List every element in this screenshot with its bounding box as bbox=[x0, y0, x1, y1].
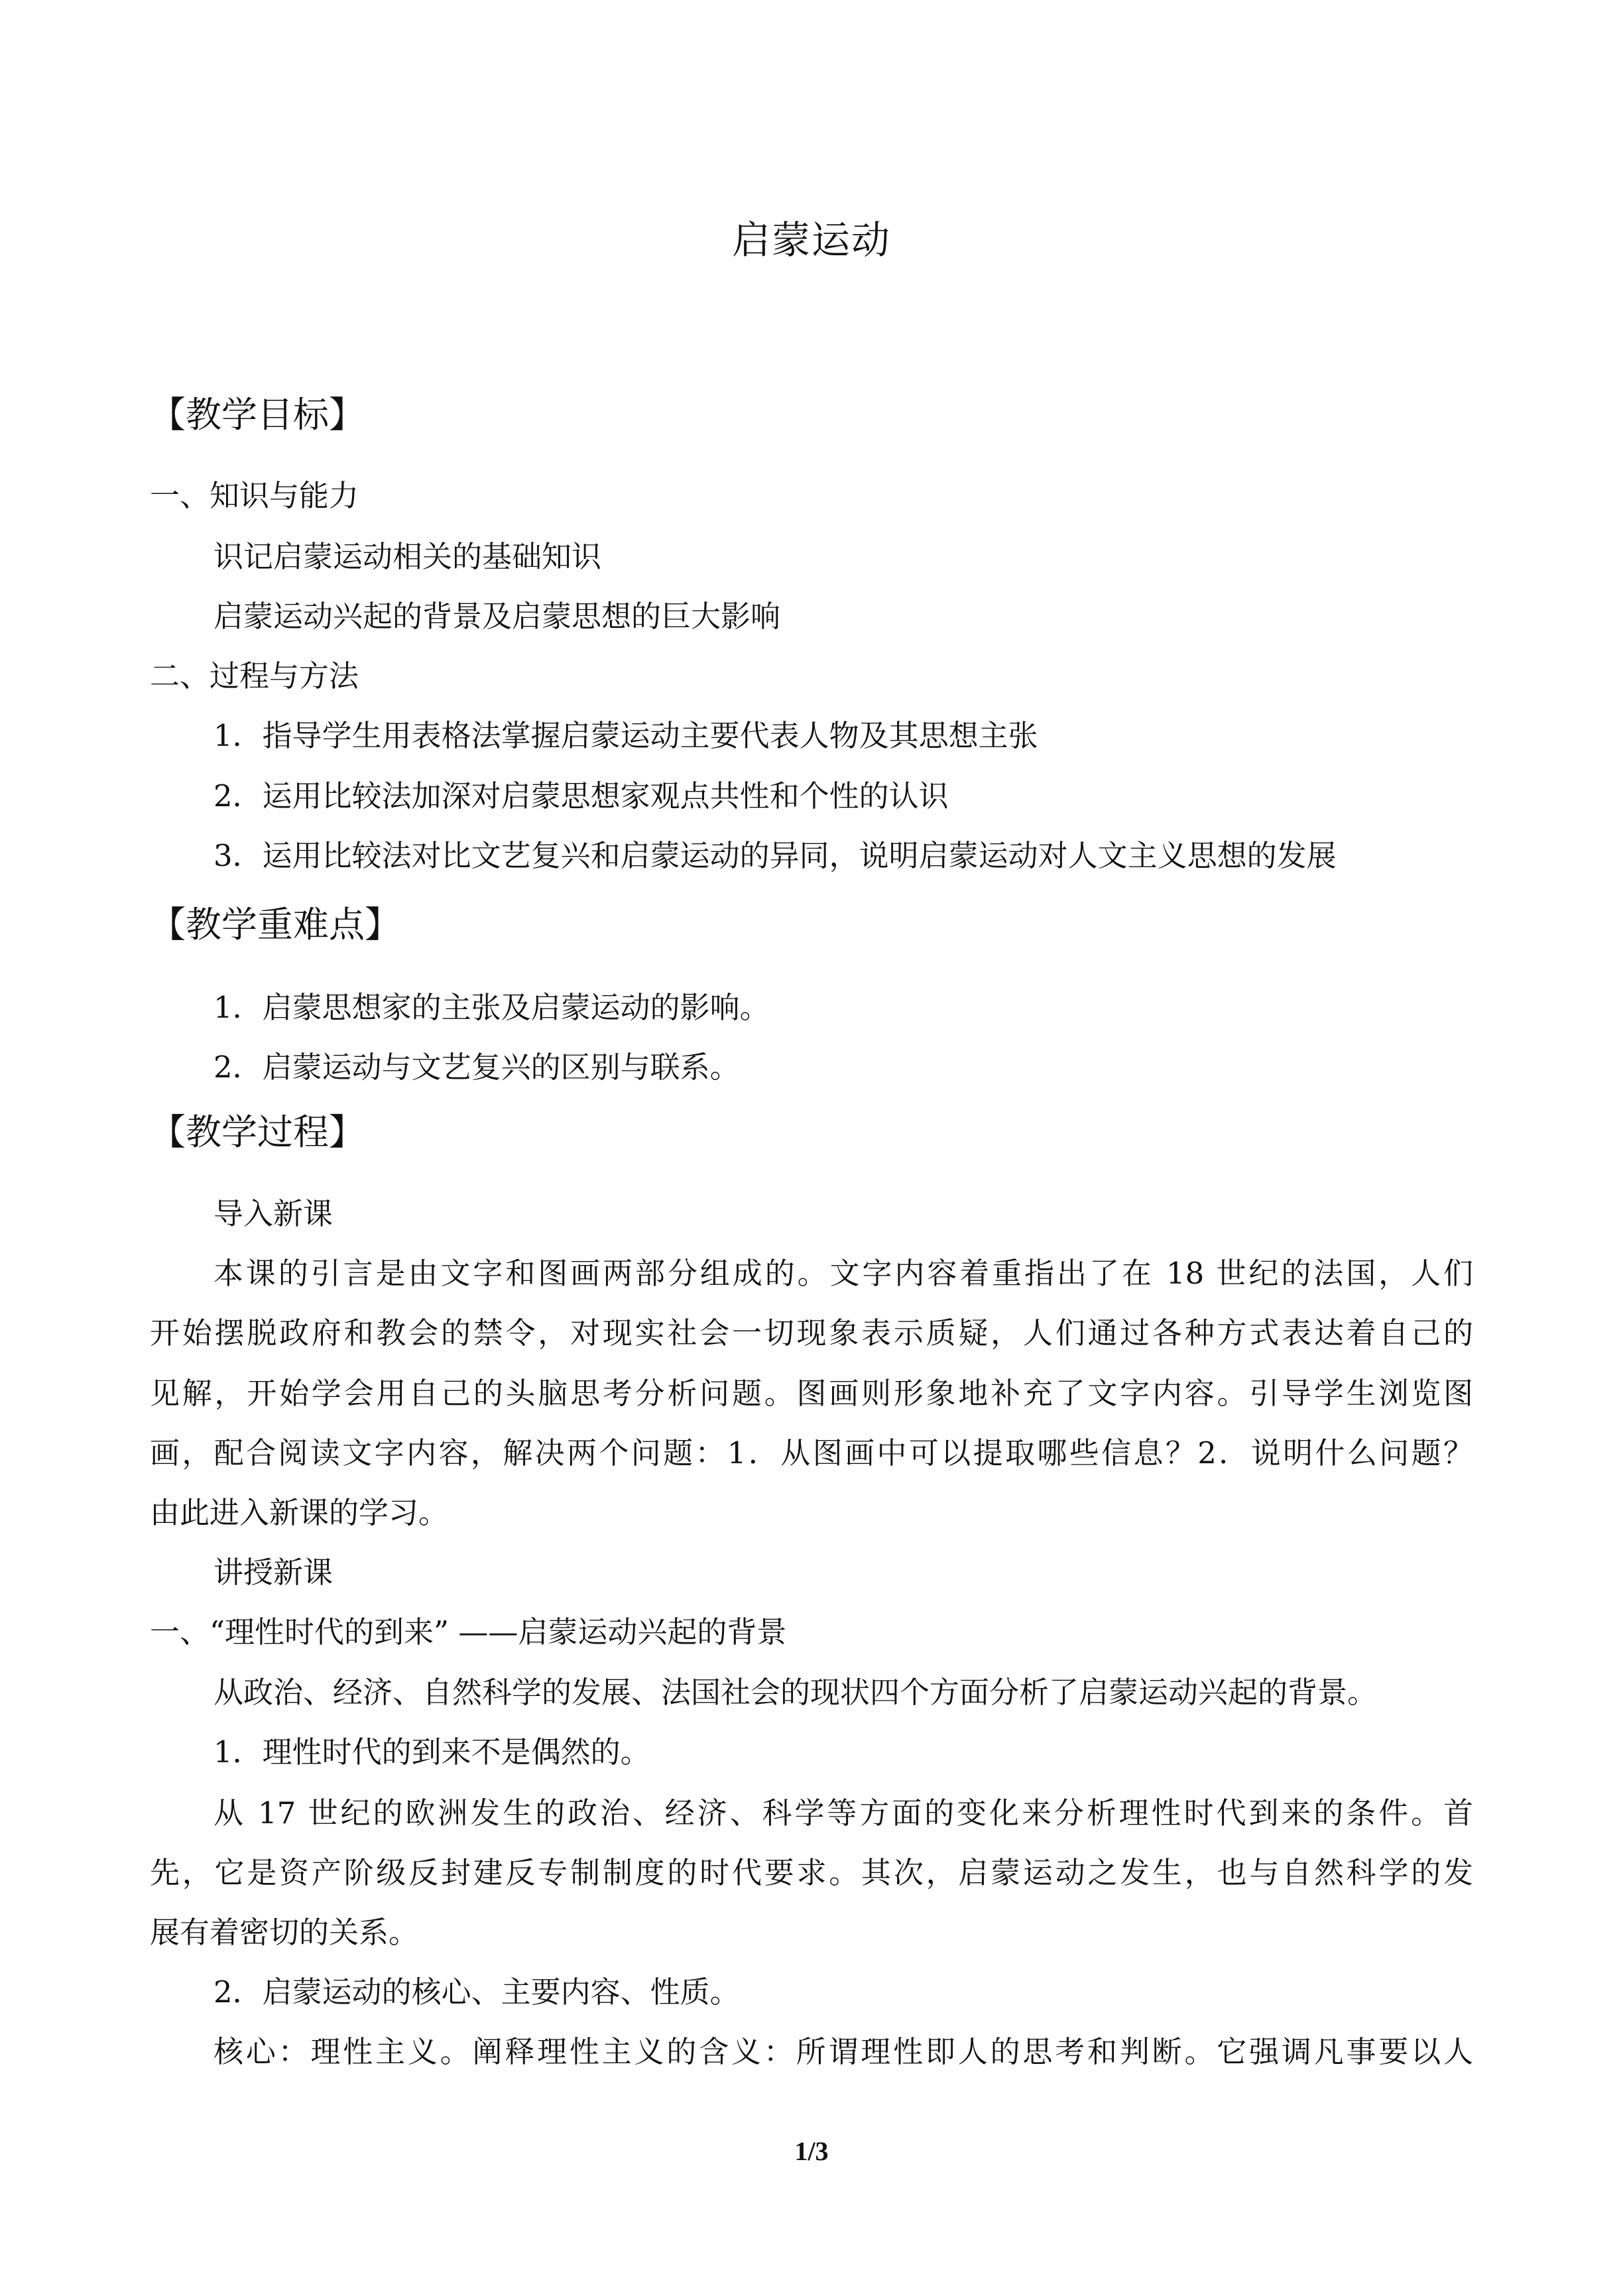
key-points-heading: 【教学重难点】 bbox=[150, 904, 400, 945]
teach-label: 讲授新课 bbox=[213, 1555, 333, 1590]
point1-paragraph-line: 从 17 世纪的欧洲发生的政治、经济、科学等方面的变化来分析理性时代到来的条件。首 bbox=[213, 1795, 1473, 1831]
process-method-item: 1．指导学生用表格法掌握启蒙运动主要代表人物及其思想主张 bbox=[213, 718, 1038, 753]
key-point-item: 2．启蒙运动与文艺复兴的区别与联系。 bbox=[213, 1050, 740, 1085]
page-number: 1/3 bbox=[794, 2136, 829, 2166]
intro-paragraph-line: 本课的引言是由文字和图画两部分组成的。文字内容着重指出了在 18 世纪的法国，人们 bbox=[213, 1256, 1473, 1291]
point1-paragraph-line: 展有着密切的关系。 bbox=[150, 1915, 419, 1950]
process-method-heading: 二、过程与方法 bbox=[150, 658, 359, 694]
document-title: 启蒙运动 bbox=[731, 217, 891, 263]
knowledge-heading: 一、知识与能力 bbox=[150, 478, 359, 513]
intro-paragraph-line: 见解，开始学会用自己的头脑思考分析问题。图画则形象地补充了文字内容。引导学生浏览图 bbox=[150, 1376, 1473, 1411]
point1-heading: 1．理性时代的到来不是偶然的。 bbox=[213, 1734, 650, 1770]
intro-paragraph-line: 开始摆脱政府和教会的禁令，对现实社会一切现象表示质疑，人们通过各种方式表达着自己的 bbox=[150, 1315, 1473, 1351]
process-method-item: 3．运用比较法对比文艺复兴和启蒙运动的异同，说明启蒙运动对人文主义思想的发展 bbox=[213, 838, 1337, 873]
key-point-item: 1．启蒙思想家的主张及启蒙运动的影响。 bbox=[213, 990, 770, 1025]
part1-heading: 一、“理性时代的到来” ——启蒙运动兴起的背景 bbox=[150, 1614, 787, 1650]
intro-label: 导入新课 bbox=[213, 1196, 333, 1231]
point2-text: 核心：理性主义。阐释理性主义的含义：所谓理性即人的思考和判断。它强调凡事要以人 bbox=[213, 2034, 1473, 2069]
point2-heading: 2．启蒙运动的核心、主要内容、性质。 bbox=[213, 1974, 740, 2010]
knowledge-item: 启蒙运动兴起的背景及启蒙思想的巨大影响 bbox=[213, 599, 781, 634]
point1-paragraph-line: 先，它是资产阶级反封建反专制制度的时代要求。其次，启蒙运动之发生，也与自然科学的发 bbox=[150, 1855, 1473, 1890]
intro-paragraph-line: 画，配合阅读文字内容，解决两个问题：1．从图画中可以提取哪些信息？2．说明什么问题？ bbox=[150, 1435, 1473, 1471]
part1-intro: 从政治、经济、自然科学的发展、法国社会的现状四个方面分析了启蒙运动兴起的背景。 bbox=[213, 1675, 1378, 1710]
objectives-heading: 【教学目标】 bbox=[150, 394, 365, 436]
intro-paragraph-line: 由此进入新课的学习。 bbox=[150, 1495, 449, 1530]
knowledge-item: 识记启蒙运动相关的基础知识 bbox=[213, 539, 602, 574]
process-method-item: 2．运用比较法加深对启蒙思想家观点共性和个性的认识 bbox=[213, 778, 949, 814]
teaching-process-heading: 【教学过程】 bbox=[150, 1111, 365, 1153]
